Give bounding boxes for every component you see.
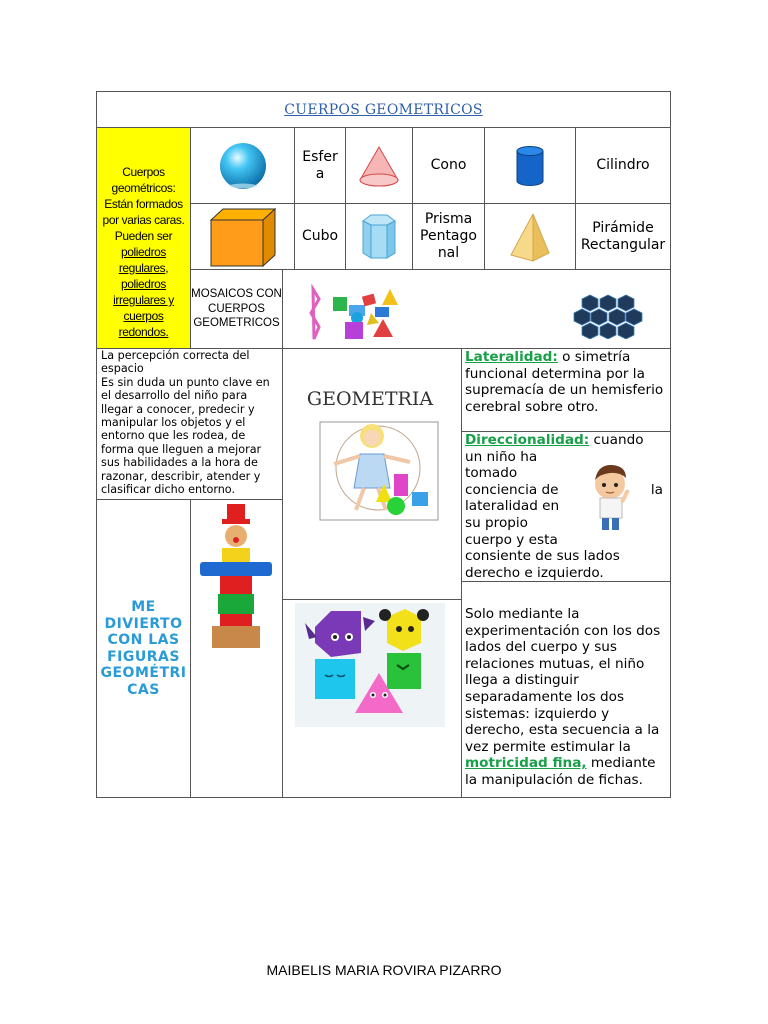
- direccionalidad-text: [465, 432, 667, 581]
- motricidad-fina-term: motricidad fina,: [465, 755, 587, 772]
- perception-text: La percepción correcta del espacio Es sin duda un punto clave en el desarrollo del niño para llegar a conocer, predecir y manipular los objetos y el entorno que les rodea, de forma que lleguen a mejorar sus habilidades a la hora de razonar, describir, atender y clasificar dicho entorno.: [101, 349, 270, 497]
- direccionalidad-line-9: derecho e izquierdo.: [465, 564, 604, 581]
- solo-text-end: mediante la manipulación de fichas.: [465, 755, 656, 788]
- monster-blocks-icon: [295, 603, 445, 727]
- definition-separator: ,: [165, 261, 169, 275]
- mosaic-figures-icon: [305, 283, 415, 345]
- me-divierto-title: ME DIVIERTO CON LAS FIGURAS GEOMÉTRI CAS: [100, 599, 187, 698]
- definition-irregulares-redondos: poliedros irregulares y cuerpos redondos.: [113, 277, 174, 339]
- label-cilindro: Cilindro: [596, 157, 650, 173]
- label-prisma-pentagonal: Prisma Pentago nal: [420, 211, 477, 261]
- sphere-image: [191, 128, 294, 203]
- cylinder-image: [485, 128, 575, 203]
- direccionalidad-line-3: tomado: [465, 465, 518, 482]
- definition-intro: Cuerpos geométricos: Están formados por varias caras. Pueden ser: [102, 165, 185, 243]
- definition-text: [99, 164, 188, 340]
- direccionalidad-line-6: su propio: [465, 514, 528, 531]
- hexagon-mosaic-icon: [572, 293, 644, 339]
- definition-cell: [97, 128, 190, 348]
- direccionalidad-line-4-end: la: [650, 481, 663, 498]
- boy-pointing-icon: [590, 460, 634, 532]
- label-mosaicos: MOSAICOS CON CUERPOS GEOMETRICOS: [191, 288, 282, 330]
- solo-text-main: Solo mediante la experimentación con los dos lados del cuerpo y sus relaciones mutuas, el niño llega a distinguir separadamente los dos sistemas: izquierdo y derecho, esta secuencia a la vez permite estimular la: [465, 606, 661, 755]
- geometria-title: GEOMETRIA: [306, 388, 434, 410]
- cube-icon: [207, 206, 279, 268]
- geometria-image: [300, 388, 440, 528]
- label-esfera: Esfer a: [302, 148, 338, 182]
- cube-image: [191, 204, 294, 269]
- solo-mediante-text: [465, 606, 668, 789]
- pyramid-icon: [507, 211, 553, 263]
- direccionalidad-line-4: conciencia de: [465, 481, 559, 498]
- label-piramide-rectangular: Pirámide Rectangular: [580, 219, 666, 253]
- cylinder-icon: [513, 145, 547, 187]
- cone-icon: [356, 144, 402, 188]
- lateralidad-term: Lateralidad:: [465, 349, 558, 365]
- prism-image: [346, 204, 412, 269]
- boy-image: [590, 460, 634, 532]
- lateralidad-text: [465, 349, 667, 415]
- direccionalidad-line-5: lateralidad en: [465, 498, 560, 515]
- direccionalidad-line-7: cuerpo y esta: [465, 531, 558, 548]
- hexagon-mosaic-image: [572, 293, 644, 339]
- stacking-toy-image: [194, 502, 276, 652]
- mosaic-figures-image: [305, 283, 415, 345]
- direccionalidad-term: Direccionalidad:: [465, 432, 590, 448]
- author-footer: MAIBELIS MARIA ROVIRA PIZARRO: [266, 962, 502, 978]
- stacking-toy-icon: [194, 502, 276, 652]
- pyramid-image: [485, 204, 575, 269]
- pentagonal-prism-icon: [357, 212, 401, 262]
- girl-with-shapes-icon: [316, 418, 440, 524]
- direccionalidad-line-2: un niño ha: [465, 448, 538, 465]
- cone-image: [346, 128, 412, 203]
- direccionalidad-line-1: cuando: [589, 432, 644, 448]
- monster-blocks-image: [295, 603, 445, 727]
- sphere-icon: [217, 140, 269, 192]
- definition-poliedros-regulares: poliedros regulares: [118, 245, 167, 275]
- label-cono: Cono: [430, 157, 467, 173]
- lateralidad-description: o simetría funcional determina por la supremacía de un hemisferio cerebral sobre otro.: [465, 349, 664, 415]
- direccionalidad-line-8: consiente de sus lados: [465, 548, 620, 565]
- label-cubo: Cubo: [301, 228, 339, 244]
- table-title: CUERPOS GEOMETRICOS: [284, 101, 483, 118]
